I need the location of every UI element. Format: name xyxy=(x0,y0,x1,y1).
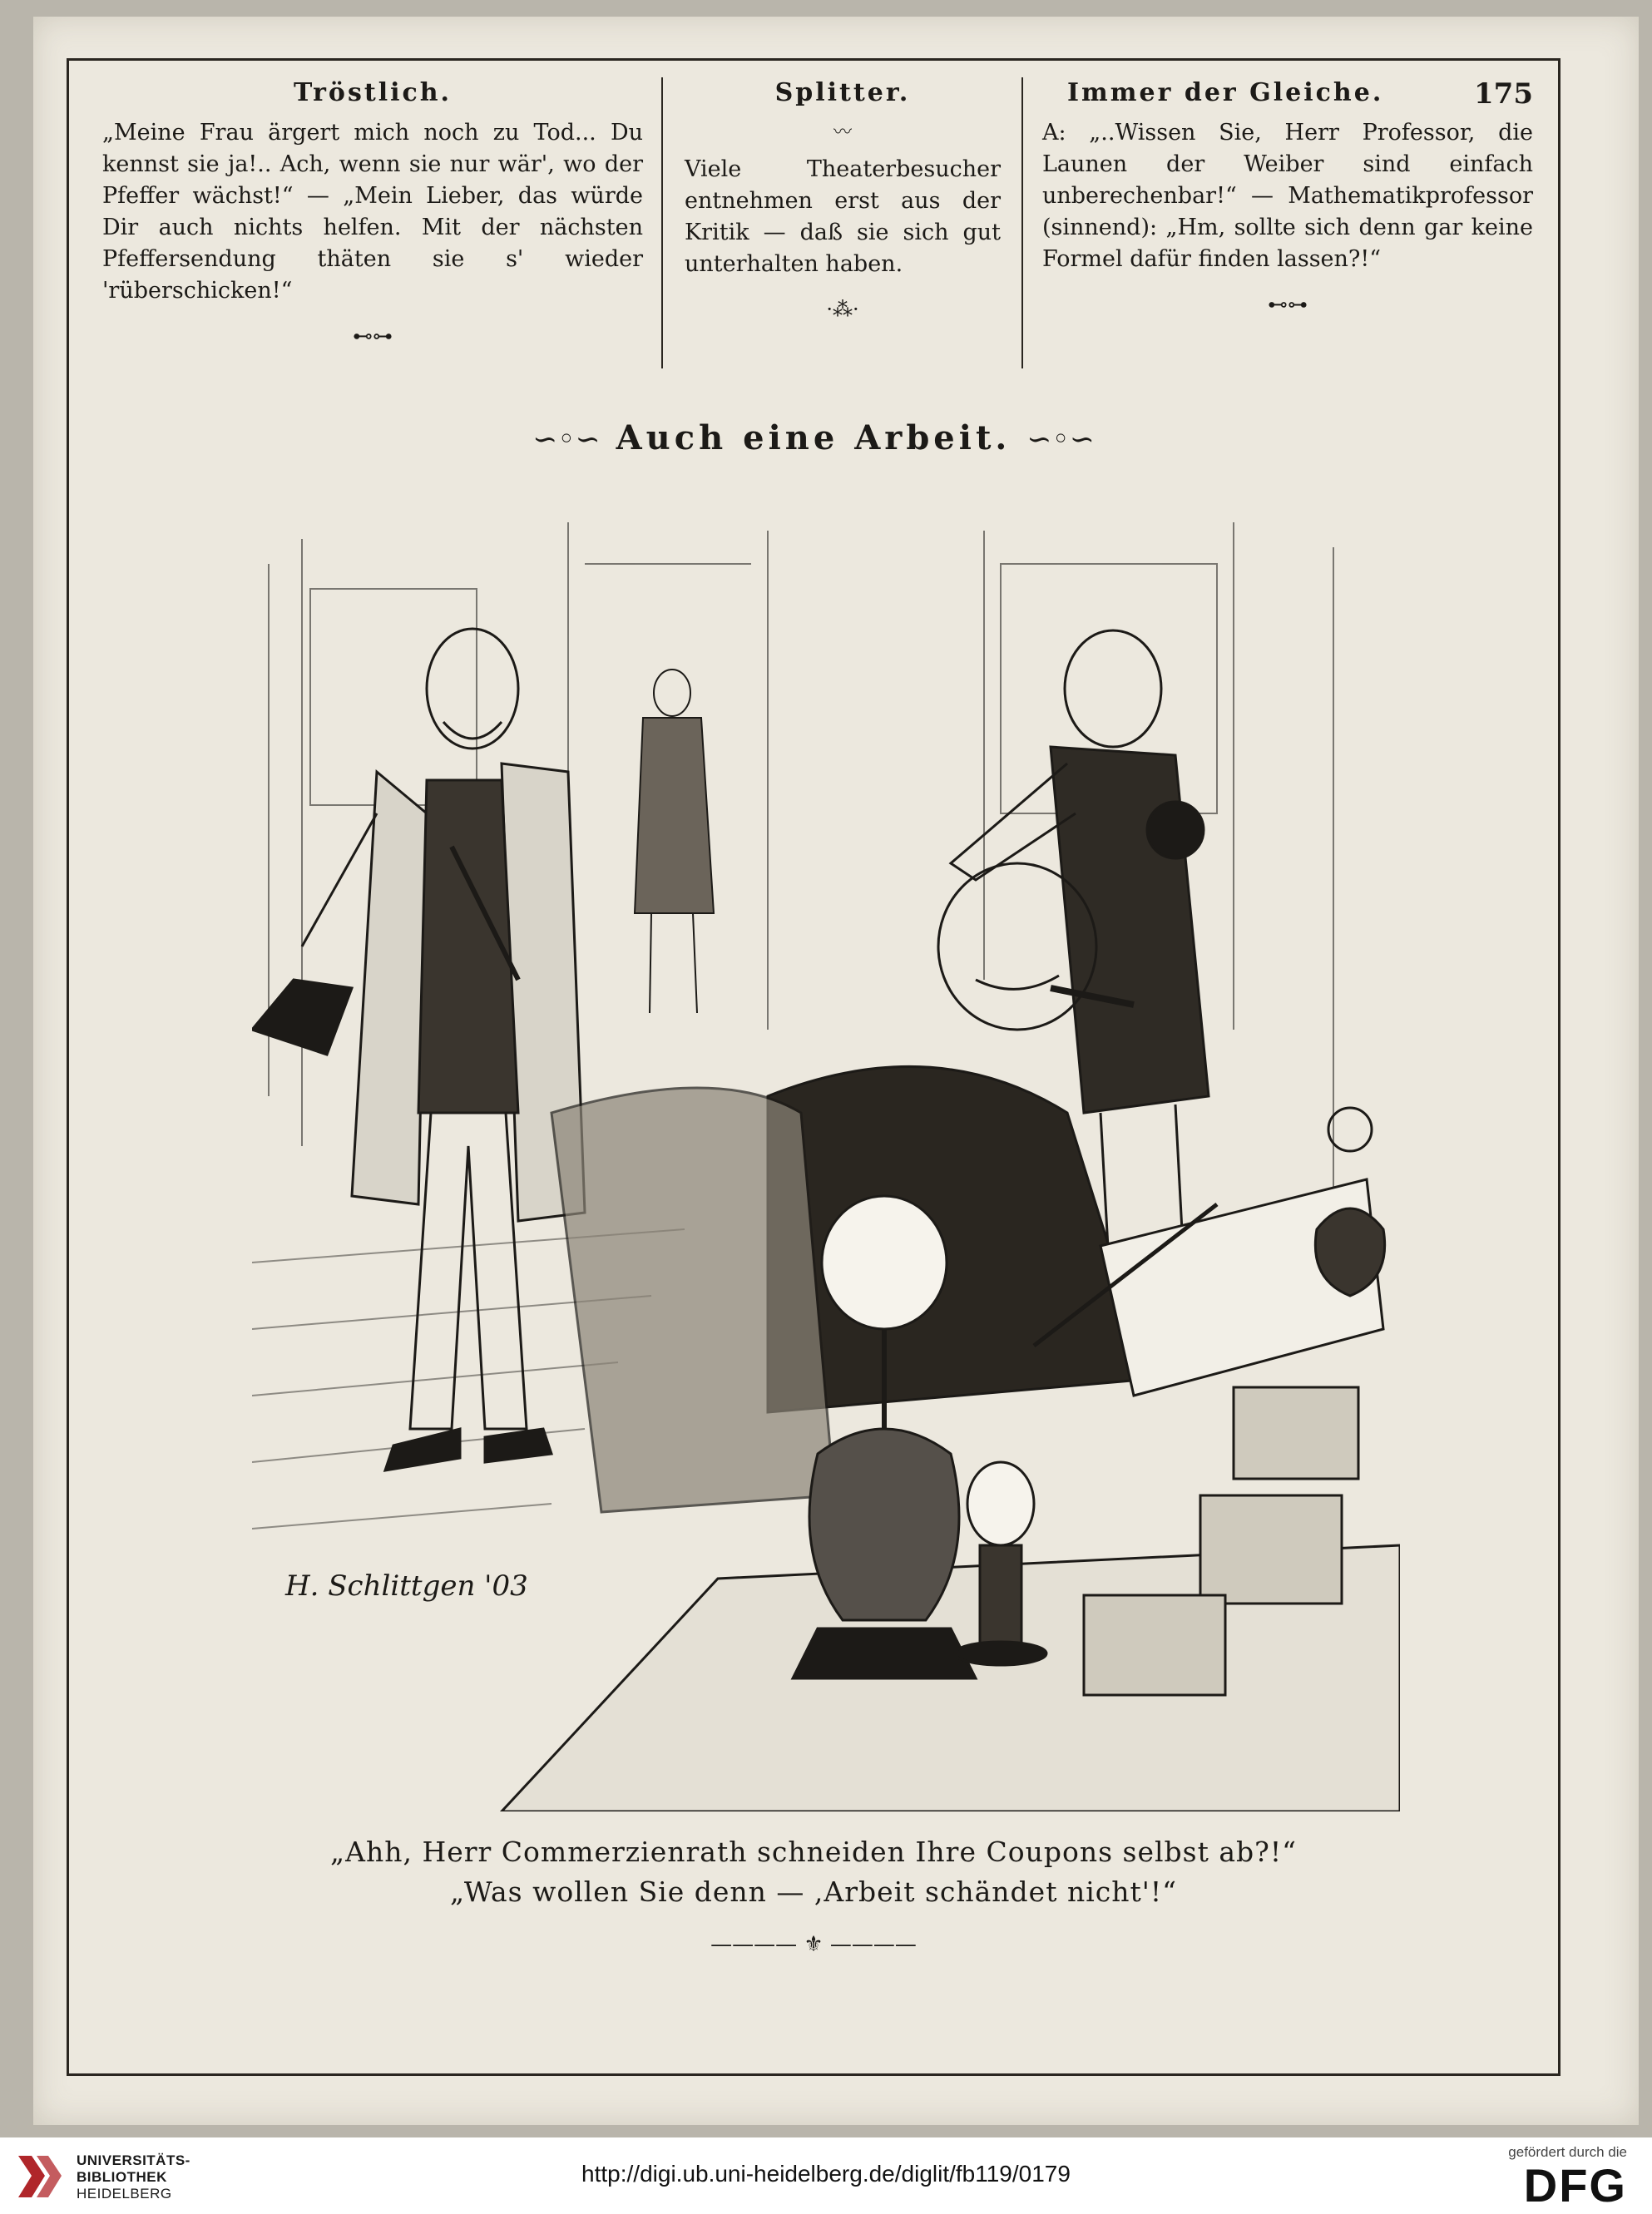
page-frame xyxy=(67,58,1560,2076)
library-name-line: BIBLIOTHEK xyxy=(77,2169,167,2185)
column-text: Viele Theaterbesucher entnehmen erst aus der Kritik — daß sie sich gut unterhalten haben. xyxy=(685,156,1001,277)
caption-line: „Ahh, Herr Commerzienrath schneiden Ihre Coupons selbst ab?!“ xyxy=(330,1836,1297,1868)
dfg-logo: DFG xyxy=(1523,2159,1627,2212)
column-text: A: „..Wissen Sie, Herr Professor, die Launen der Weiber sind einfach unberechenbar!“ — Mathematikprofessor (sinnend): „Hm, sollte sich denn gar keine Formel dafür finden lassen?!“ xyxy=(1042,120,1533,272)
column-divider xyxy=(661,77,663,368)
figure-background-man xyxy=(635,670,714,1013)
heading-squiggle: 〰 xyxy=(833,122,852,143)
page-number: 175 xyxy=(1474,77,1533,111)
artist-signature: H. Schlittgen '03 xyxy=(285,1569,528,1603)
column-splitter xyxy=(685,77,1001,325)
coupon-stack xyxy=(1200,1495,1342,1604)
title-swirl-right: ∽◦∽ xyxy=(1026,423,1095,457)
title-swirl-left: ∽◦∽ xyxy=(532,423,601,457)
column-text: „Meine Frau ärgert mich noch zu Tod... Du kennst sie ja!.. Ach, wenn sie nur wär', wo der Pfeffer wächst!“ — „Mein Lieber, das würde Dir auch nichts helfen. Mit der nächsten Pfeffersendung thäten sie s' wieder 'rüberschicken!“ xyxy=(102,120,643,304)
funded-by-label: gefördert durch die xyxy=(1508,2144,1627,2160)
column-troestlich xyxy=(102,77,643,352)
column-heading: Splitter. xyxy=(774,78,911,107)
column-ornament: ⊷⊶ xyxy=(353,324,393,348)
caption-line: „Was wollen Sie denn — ,Arbeit schändet nicht'!“ xyxy=(450,1875,1177,1908)
column-ornament: ·⁂· xyxy=(826,298,859,321)
library-name-line: HEIDELBERG xyxy=(77,2186,172,2202)
column-divider xyxy=(1021,77,1023,368)
footer-bar xyxy=(0,2137,1652,2214)
column-heading: Immer der Gleiche. xyxy=(1067,78,1384,107)
cartoon-illustration xyxy=(252,514,1400,1811)
magazine-page xyxy=(33,17,1639,2125)
cartoon-title-text: Auch eine Arbeit. xyxy=(616,418,1011,457)
column-heading: Tröstlich. xyxy=(293,78,453,107)
permalink-url[interactable]: http://digi.ub.uni-heidelberg.de/diglit/fb119/0179 xyxy=(581,2161,1071,2187)
end-ornament: ———— ⚜ ———— xyxy=(710,1932,917,1957)
column-immer-der-gleiche xyxy=(1042,77,1533,320)
library-name-line: UNIVERSITÄTS- xyxy=(77,2152,190,2168)
cartoon-caption xyxy=(69,1832,1558,1912)
top-hat-icon xyxy=(252,980,352,1055)
coupon-stack xyxy=(1234,1387,1358,1479)
armchair xyxy=(551,1088,834,1512)
column-ornament: ⊷⊶ xyxy=(1268,293,1308,316)
coupon-stack xyxy=(1084,1595,1225,1695)
cartoon-title xyxy=(69,418,1558,457)
